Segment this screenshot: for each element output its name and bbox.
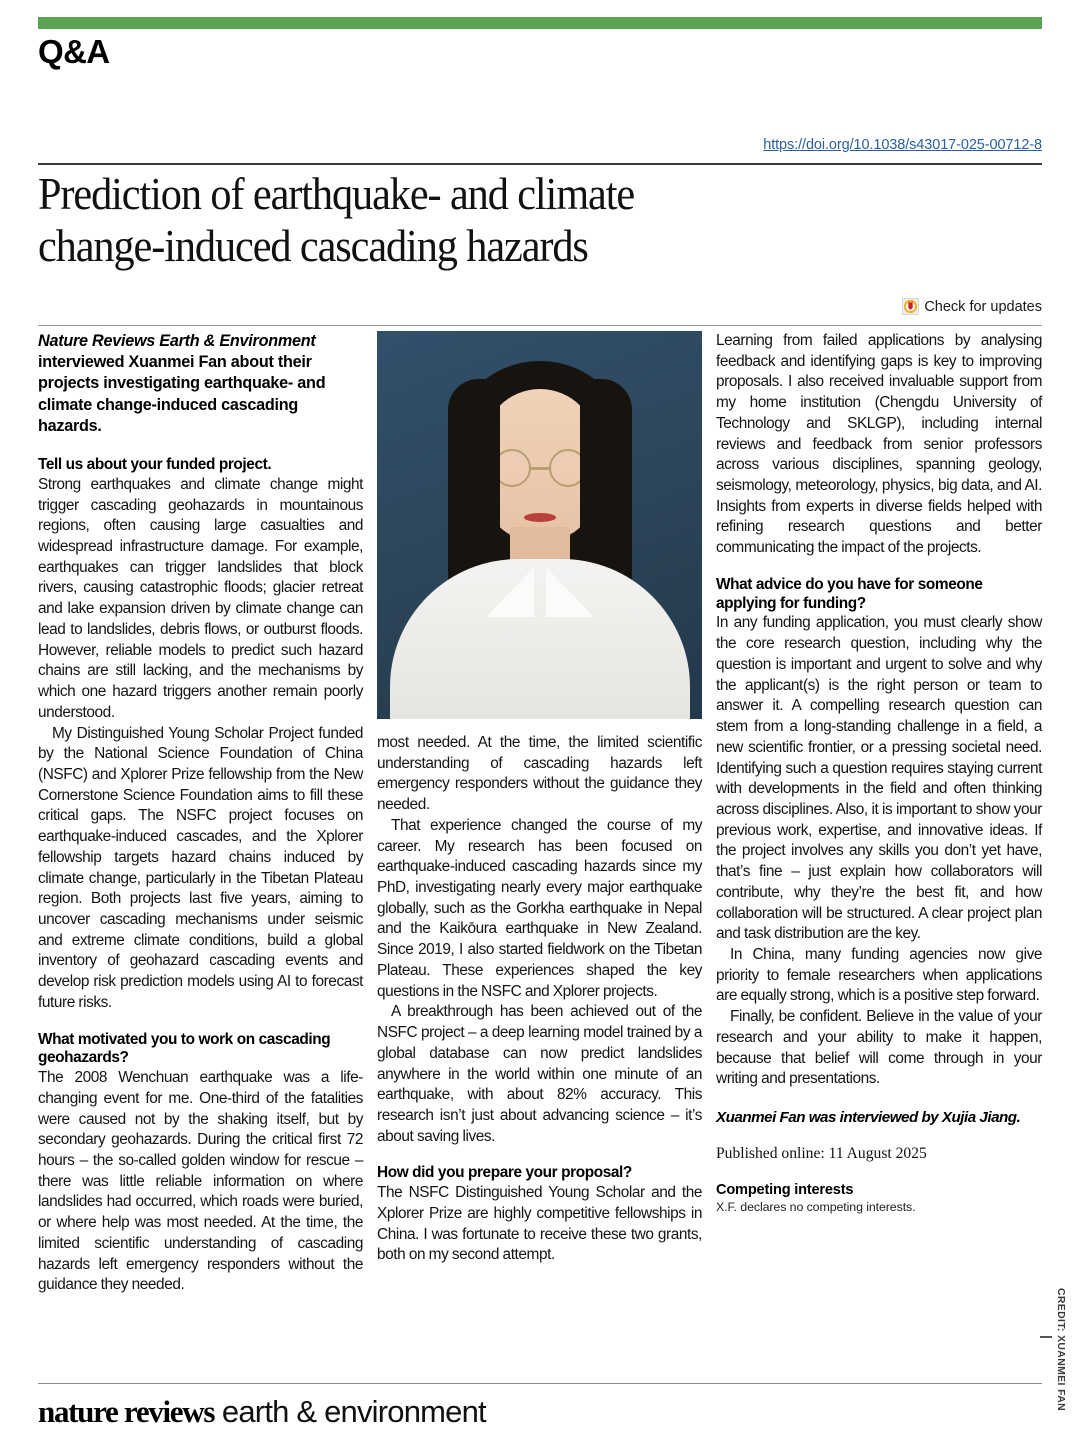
- page-title: [38, 168, 802, 271]
- question-heading-4: What advice do you have for someone applying for funding?: [716, 575, 983, 612]
- interview-byline: Xuanmei Fan was interviewed by Xujia Jiang.: [716, 1109, 1021, 1126]
- header-accent-bar: [38, 17, 1042, 29]
- answer-4-paragraph-3: Finally, be confident. Believe in the value of your research and your ability to make it happen, because that belief will come through in your writing and presentations.: [716, 1008, 1042, 1088]
- doi-link[interactable]: https://doi.org/10.1038/s43017-025-00712-8: [763, 137, 1042, 153]
- question-heading-3: How did you prepare your proposal?: [377, 1164, 632, 1182]
- page-title-line-1: Prediction of earthquake- and climate: [38, 168, 635, 219]
- standfirst-rest: interviewed Xuanmei Fan about their projects investigating earthquake- and climate change-induced cascading hazards.: [38, 353, 326, 435]
- answer-3-paragraph-2: Learning from failed applications by analysing feedback and identifying gaps is key to improving proposals. I also received invaluable support from my home institution (Chengdu University of Technology and SKLGP), including internal reviews and feedback from senior professors across various disciplines, spanning geology, seismology, meteorology, physics, big data, and AI. Insights from experts in diverse fields helped with refining research questions and better communicating the impact of the projects.: [716, 332, 1042, 557]
- published-date: Published online: 11 August 2025: [716, 1145, 927, 1162]
- check-for-updates-badge[interactable]: [902, 298, 1042, 315]
- portrait-collar-right: [546, 567, 594, 617]
- answer-1-paragraph-1: Strong earthquakes and climate change might trigger cascading geohazards in mountainous regions, often causing large casualties and widespread infrastructure damage. For example, earthquakes can trigger landslides that block rivers, causing catastrophic floods; glacier retreat and lake expansion driven by climate change can lead to landslides, debris flows, or outburst floods. However, reliable models to predict such hazard chains are still lacking, and the mechanisms by which one hazard triggers another remain poorly understood.: [38, 475, 363, 721]
- answer-4-paragraph-1: In any funding application, you must clearly show the core research question, including why the question is important and urgent to solve and why the applicant(s) is the right person or team to answer it. A compelling research question can stem from a long-standing challenge in a field, a new scientific frontier, or a pressing societal need. Identifying such a question requires staying current with developments in the field and often thinking across disciplines. Also, it is important to show your previous work, expertise, and innovative ideas. If the project involves any skills you don’t yet have, that’s fine – just explain how collaborators will contribute, why they’re the best fit, and how collaboration will be structured. A clear project plan and task distribution are the key.: [716, 614, 1042, 943]
- answer-2-paragraph-2: That experience changed the course of my career. My research has been focused on earthquake-induced cascading hazards since my PhD, investigating nearly every major earthquake globally, such as the Gorkha earthquake in Nepal and the Kaikōura earthquake in New Zealand. Since 2019, I also started fieldwork on the Tibetan Plateau. These experiences shaped the key questions in the NSFC and Xplorer projects.: [377, 816, 702, 1000]
- portrait-shirt: [390, 559, 690, 719]
- title-top-rule: [38, 163, 1042, 165]
- credit-dash: [1040, 1336, 1052, 1338]
- article-columns: [38, 331, 1042, 1296]
- journal-logo-light: earth & environment: [214, 1394, 486, 1429]
- question-heading-2: What motivated you to work on cascading geohazards?: [38, 1030, 331, 1067]
- answer-2-paragraph-1: The 2008 Wenchuan earthquake was a life-changing event for me. One-third of the fatalities were caused not by the shaking itself, but by secondary geohazards. During the critical first 72 hours – the so-called golden window for rescue – there was little reliable information on where landslides had occurred, which roads were buried, or where help was most needed. At the time, the limited scientific understanding of cascading hazards left emergency responders without the guidance they needed.: [38, 1069, 363, 1294]
- portrait-collar-left: [486, 567, 534, 617]
- answer-3-paragraph-1: The NSFC Distinguished Young Scholar and the Xplorer Prize are highly competitive fellowships in China. I was fortunate to receive these two grants, both on my second attempt.: [377, 1184, 702, 1264]
- portrait-lips: [524, 513, 556, 522]
- column-1: [38, 331, 363, 1296]
- answer-4-paragraph-2: In China, many funding agencies now give priority to female researchers when applications are equally strong, which is a positive step forward.: [716, 945, 1042, 1005]
- journal-logo: [38, 1394, 486, 1430]
- answer-1-paragraph-2: My Distinguished Young Scholar Project funded by the National Science Foundation of China (NSFC) and Xplorer Prize fellowship from the New Cornerstone Science Foundation aims to fill these critical gaps. The NSFC project focuses on earthquake-induced cascades, and the Xplorer fellowship targets hazard chains induced by climate change, particularly in the Tibetan Plateau region. Both projects last five years, aiming to uncover cascading mechanisms under seismic and extreme climate conditions, build a global inventory of geohazard cascading events and develop risk prediction models using AI to forecast future risks.: [38, 724, 363, 1011]
- check-for-updates-label: Check for updates: [924, 298, 1042, 315]
- portrait-glasses-bridge: [531, 467, 549, 470]
- footer-rule: [38, 1383, 1042, 1384]
- competing-interests-text: X.F. declares no competing interests.: [716, 1200, 916, 1214]
- section-kicker: Q&A: [38, 33, 110, 70]
- crossmark-icon: [902, 298, 919, 315]
- standfirst-journal: Nature Reviews Earth & Environment: [38, 332, 316, 350]
- columns-top-rule: [38, 325, 1042, 326]
- standfirst: [38, 331, 363, 437]
- page-title-line-2: change-induced cascading hazards: [38, 219, 588, 271]
- column-3: [716, 331, 1042, 1296]
- journal-logo-bold: nature reviews: [38, 1394, 215, 1429]
- photo-credit: CREDIT: XUANMEI FAN: [1055, 1288, 1066, 1412]
- column-2: [377, 331, 702, 1296]
- question-heading-1: Tell us about your funded project.: [38, 456, 272, 474]
- competing-interests-heading: Competing interests: [716, 1182, 854, 1198]
- portrait-photo: [377, 331, 702, 719]
- answer-2-paragraph-1-continued: most needed. At the time, the limited scientific understanding of cascading hazards left emergency responders without the guidance they needed.: [377, 734, 702, 814]
- answer-2-paragraph-3: A breakthrough has been achieved out of the NSFC project – a deep learning model trained by a global database can now predict landslides anywhere in the world within one minute of an earthquake, with about 82% accuracy. This research isn’t just about advancing science – it’s about saving lives.: [377, 1003, 702, 1145]
